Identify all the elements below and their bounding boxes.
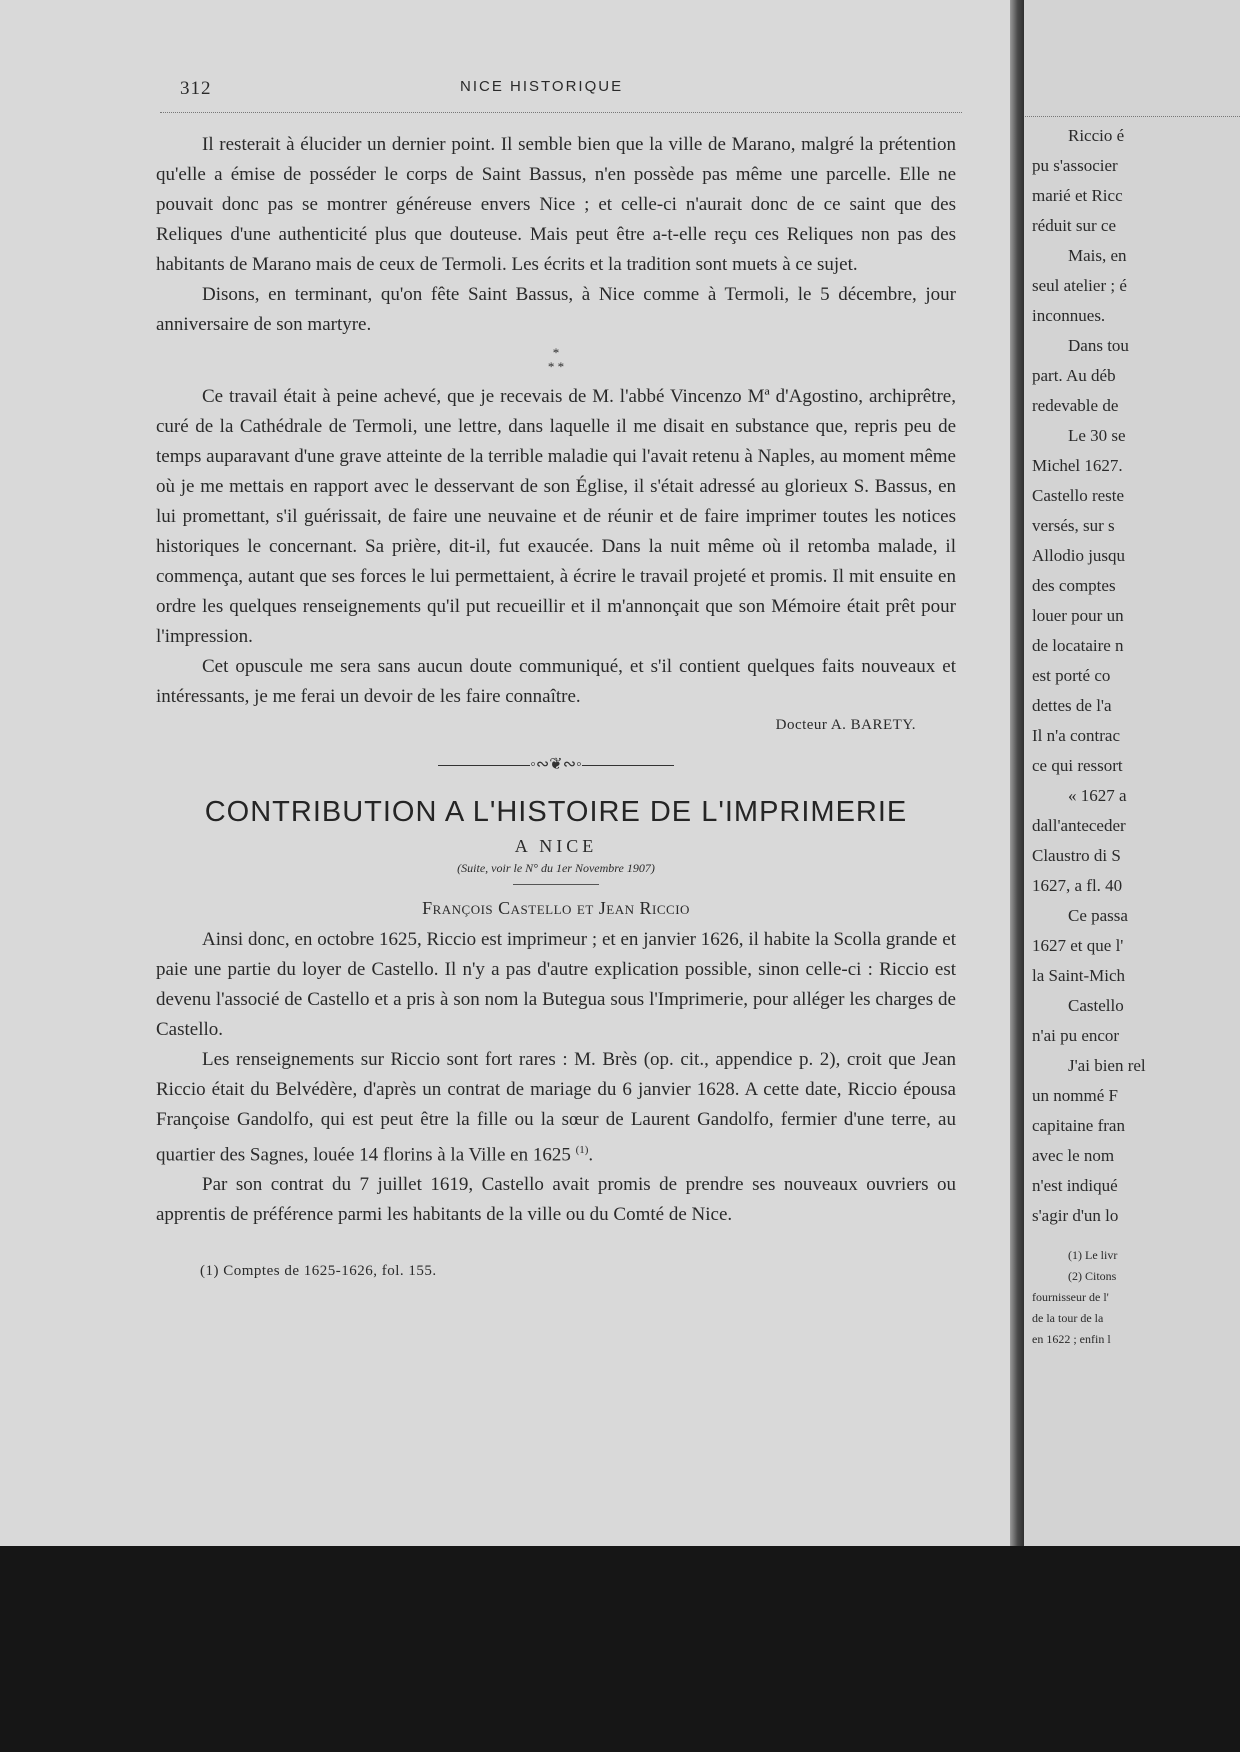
paragraph: Ce travail était à peine achevé, que je recevais de M. l'abbé Vincenzo Mª d'Agostino, archiprêtre, curé de la Cathédrale de Termoli, une lettre, dans laquelle il me disait en substance que, repris peu de temps auparavant d'une grave atteinte de la terrible maladie qui l'avait retenu à Naples, au moment même où je me mettais en rapport avec le desservant de son Église, il s'était adressé au glorieux S. Bassus, en lui promettant, s'il guérissait, de faire une neuvaine et de réunir et de faire imprimer toutes les notices historiques le concernant. Sa prière, dit-il, fut exaucée. Dans la nuit même où il retomba malade, il commença, autant que ses forces le lui permettaient, à écrire le travail projeté et promis. Il mit ensuite en ordre les quelques renseignements qu'il put recueillir et il m'annonçait que son Mémoire était prêt pour l'impression. (156, 386, 956, 647)
paragraph: Ainsi donc, en octobre 1625, Riccio est imprimeur ; et en janvier 1626, il habite la Scolla grande et paie une partie du loyer de Castello. Il n'y a pas d'autre explication possible, sinon celle-ci : Riccio est devenu l'associé de Castello et a pris à son nom la Butegua sous l'Imprimerie, pour alléger les charges de Castello. (156, 929, 956, 1040)
right-page-line: versés, sur s (1032, 516, 1115, 535)
paragraph: Disons, en terminant, qu'on fête Saint Bassus, à Nice comme à Termoli, le 5 décembre, jour anniversaire de son martyre. (156, 284, 956, 335)
right-page-line: Riccio é (1068, 126, 1125, 145)
right-page-line: 1627 et que l' (1032, 936, 1124, 955)
right-page-line: marié et Ricc (1032, 186, 1123, 205)
right-page-line: inconnues. (1032, 306, 1106, 325)
section-break-stars: * * * (547, 345, 565, 374)
scan-background (0, 1546, 1240, 1752)
right-page-line: des comptes (1032, 576, 1116, 595)
right-page-footnote: (2) Citons (1068, 1269, 1117, 1283)
right-page-line: réduit sur ce (1032, 216, 1117, 235)
right-page-line: part. Au déb (1032, 366, 1116, 385)
ornament-glyph: ◦∾❦∾◦ (530, 756, 582, 773)
right-page-line: la Saint-Mich (1032, 966, 1126, 985)
right-page-line: s'agir d'un lo (1032, 1206, 1119, 1225)
right-page-line: louer pour un (1032, 606, 1124, 625)
right-page-line: Michel 1627. (1032, 456, 1123, 475)
paragraph: Les renseignements sur Riccio sont fort rares : M. Brès (op. cit., appendice p. 2), croit que Jean Riccio était du Belvédère, d'après un contrat de mariage du 6 janvier 1628. A cette date, Riccio épousa Françoise Gandolfo, qui est peut être la fille ou la sœur de Laurent Gandolfo, fermier d'une terre, au quartier des Sagnes, louée 14 florins à la Ville en 1625 $^{(1)}$. (156, 1049, 956, 1166)
right-page-line: « 1627 a (1068, 786, 1127, 805)
suite-note: (Suite, voir le N° du 1er Novembre 1907) (457, 861, 655, 875)
right-page-line: Dans tou (1068, 336, 1129, 355)
right-page-line: dall'anteceder (1032, 816, 1126, 835)
right-page-footnote: de la tour de la (1032, 1311, 1104, 1325)
running-head: NICE HISTORIQUE (460, 78, 624, 95)
right-page-line: Le 30 se (1068, 426, 1126, 445)
right-page-line: n'est indiqué (1032, 1176, 1118, 1195)
book-gutter (1010, 0, 1024, 1546)
title-rule (513, 884, 599, 885)
right-page-line: seul atelier ; é (1032, 276, 1127, 295)
right-page-line: de locataire n (1032, 636, 1124, 655)
header-rule (1024, 116, 1240, 117)
right-page-line: Ce passa (1068, 906, 1128, 925)
footnote: (1) Comptes de 1625-1626, fol. 155. (200, 1263, 437, 1280)
right-page-line: capitaine fran (1032, 1116, 1125, 1135)
article-subtitle: A NICE (514, 836, 598, 856)
paragraph: Par son contrat du 7 juillet 1619, Castello avait promis de prendre ses nouveaux ouvriers ou apprentis de préférence parmi les habitants de la ville ou du Comté de Nice. (156, 1174, 956, 1226)
header-rule (160, 112, 962, 113)
right-page-line: 1627, a fl. 40 (1032, 876, 1123, 895)
right-page-line: Il n'a contrac (1032, 726, 1121, 745)
right-page-line: avec le nom (1032, 1146, 1115, 1165)
right-page-line: n'ai pu encor (1032, 1026, 1120, 1045)
right-page-line: Claustro di S (1032, 846, 1121, 865)
right-page-line: Castello reste (1032, 486, 1125, 505)
signature: Docteur A. BARETY. (775, 717, 916, 733)
page-body (156, 130, 956, 1286)
ornament-divider (156, 750, 956, 780)
right-page-line: Allodio jusqu (1032, 546, 1126, 565)
right-page-line: dettes de l'a (1032, 696, 1112, 715)
footnote-ref: (1) (575, 1144, 589, 1156)
right-page-line: Mais, en (1068, 246, 1127, 265)
right-page-text (1024, 110, 1240, 1350)
right-page-footnote: fournisseur de l' (1032, 1290, 1109, 1304)
right-page-line: est porté co (1032, 666, 1111, 685)
right-page-line: J'ai bien rel (1068, 1056, 1146, 1075)
right-page-line: redevable de (1032, 396, 1119, 415)
page-number: 312 (180, 78, 212, 99)
section-heading: François Castello et Jean Riccio (422, 898, 690, 918)
article-title: CONTRIBUTION A L'HISTOIRE DE L'IMPRIMERIE (204, 796, 908, 828)
right-page-line: ce qui ressort (1032, 756, 1123, 775)
right-page-footnote: en 1622 ; enfin l (1032, 1332, 1111, 1346)
paragraph: Il resterait à élucider un dernier point. Il semble bien que la ville de Marano, malgré la prétention qu'elle a émise de posséder le corps de Saint Bassus, n'en possède pas même une parcelle. Elle ne pouvait donc pas se montrer généreuse envers Nice ; et celle-ci n'aurait donc de ce saint que des Reliques d'une authenticité plus que douteuse. Mais peut être a-t-elle reçu ces Reliques non pas des habitants de Marano mais de ceux de Termoli. Les écrits et la tradition sont muets à ce sujet. (156, 134, 956, 275)
paragraph: Cet opuscule me sera sans aucun doute communiqué, et s'il contient quelques faits nouveaux et intéressants, je me ferai un devoir de les faire connaître. (156, 656, 956, 707)
right-page-line: Castello (1068, 996, 1124, 1015)
right-page-line: pu s'associer (1032, 156, 1118, 175)
right-page-footnote: (1) Le livr (1068, 1248, 1118, 1262)
right-page-line: un nommé F (1032, 1086, 1118, 1105)
right-page (1024, 0, 1240, 1546)
